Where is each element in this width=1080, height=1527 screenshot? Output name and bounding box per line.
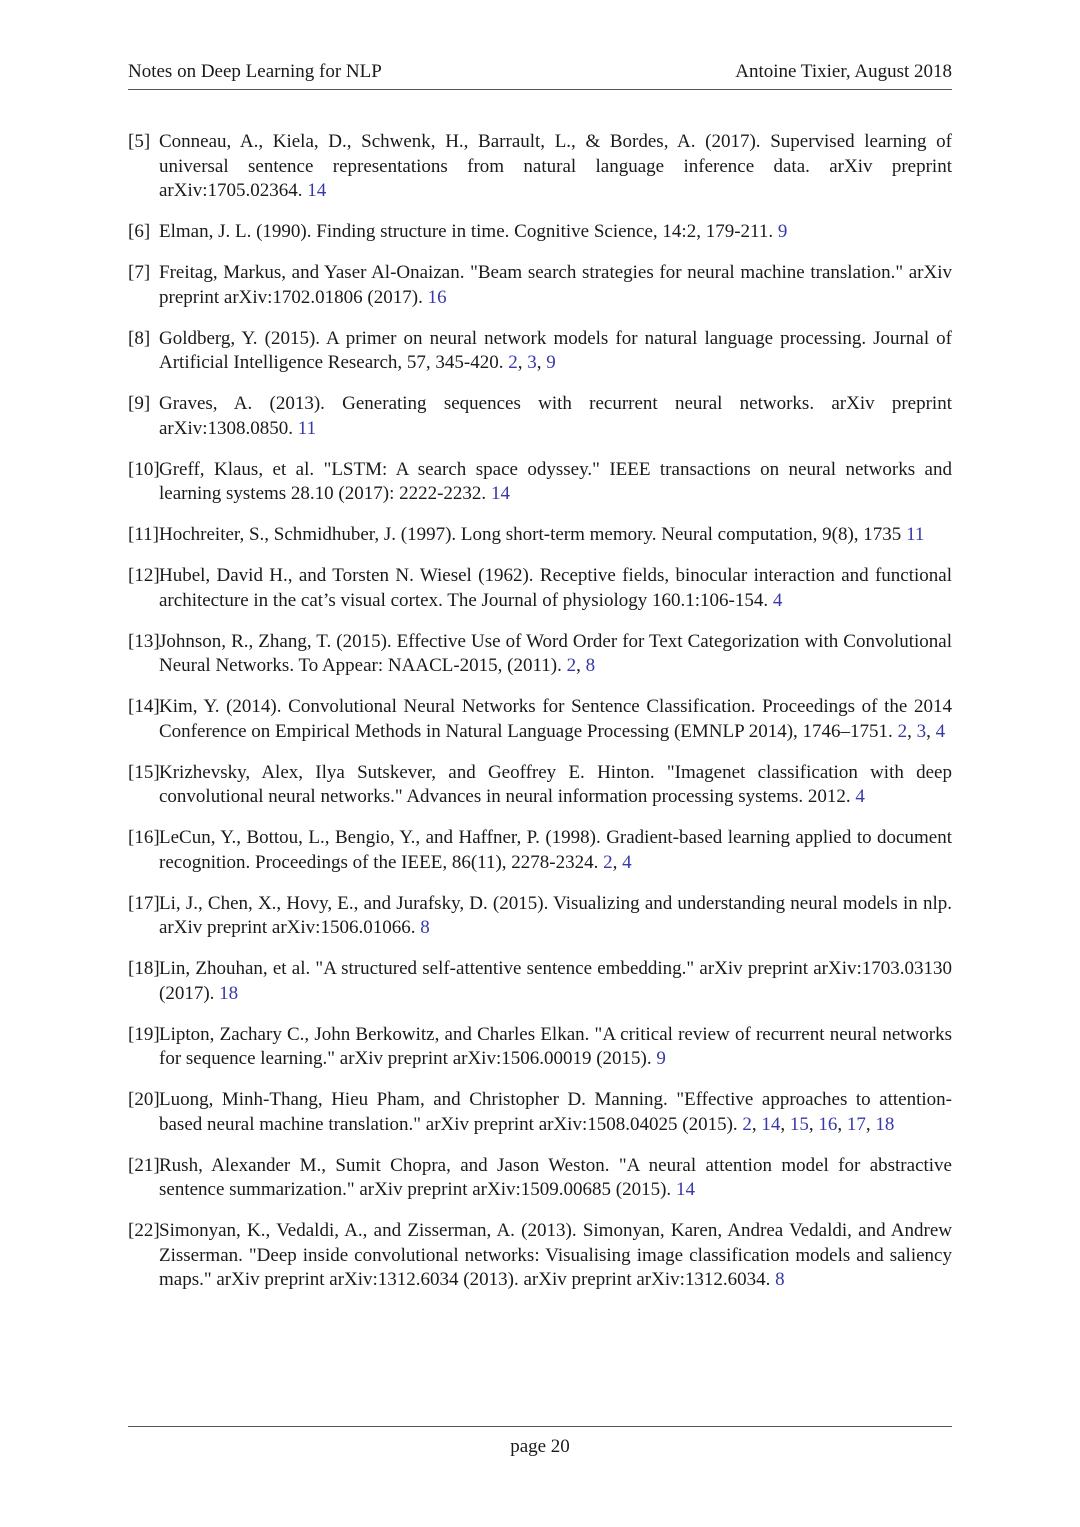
backref-page-link[interactable]: 4 <box>772 589 783 611</box>
reference-text: Hochreiter, S., Schmidhuber, J. (1997). Long short-term memory. Neural computation, 9(8), 1735 <box>159 524 902 545</box>
backref-page-link[interactable]: 8 <box>775 1269 785 1290</box>
reference-entry: [13] Johnson, R., Zhang, T. (2015). Effective Use of Word Order for Text Categorization with Convolutional Neural Networks. To Appear: NAACL-2015, (2011). 2, 8 <box>128 630 952 676</box>
backref-page-link[interactable]: 2 <box>508 352 518 373</box>
backref-page-link[interactable]: 16 <box>818 1113 838 1135</box>
reference-label: [16] <box>128 827 160 848</box>
reference-label: [5] <box>128 131 151 152</box>
backref-page-link[interactable]: 18 <box>219 982 239 1004</box>
reference-text: Krizhevsky, Alex, Ilya Sutskever, and Geoffrey E. Hinton. "Imagenet classification with deep convolutional neural networks." Advances in neural information processing systems. 2012. <box>159 761 952 807</box>
backref-page-link[interactable]: 18 <box>875 1113 895 1135</box>
reference-text: LeCun, Y., Bottou, L., Bengio, Y., and Haffner, P. (1998). Gradient-based learning applied to document recognition. Proceedings of the IEEE, 86(11), 2278-2324. <box>159 827 952 873</box>
reference-text: Graves, A. (2013). Generating sequences with recurrent neural networks. arXiv preprint arXiv:1308.0850. <box>159 393 952 439</box>
backref-page-link[interactable]: 3 <box>916 720 927 742</box>
reference-entry: [14] Kim, Y. (2014). Convolutional Neural Networks for Sentence Classification. Proceedings of the 2014 Conference on Empirical Methods in Natural Language Processing (EMNLP 2014), 1746–1751. 2, 3, 4 <box>128 696 952 742</box>
reference-label: [8] <box>128 327 151 349</box>
reference-text: Lin, Zhouhan, et al. "A structured self-attentive sentence embedding." arXiv preprint arXiv:1703.03130 (2017). <box>159 958 952 1004</box>
reference-entry <box>128 392 952 441</box>
reference-text: Lipton, Zachary C., John Berkowitz, and Charles Elkan. "A critical review of recurrent neural networks for sequence learning." arXiv preprint arXiv:1506.00019 (2015). <box>159 1023 952 1069</box>
backref-page-link[interactable]: 2 <box>897 720 908 742</box>
reference-text: Luong, Minh-Thang, Hieu Pham, and Christopher D. Manning. "Effective approaches to attention-based neural machine translation." arXiv preprint arXiv:1508.04025 (2015). <box>159 1089 952 1135</box>
backref-page-link[interactable]: 4 <box>622 851 632 873</box>
reference-text: Li, J., Chen, X., Hovy, E., and Jurafsky, D. (2015). Visualizing and understanding neural models in nlp. arXiv preprint arXiv:1506.01066. <box>159 892 952 938</box>
page-number: page 20 <box>510 1436 570 1457</box>
backref-page-link[interactable]: 14 <box>490 483 510 504</box>
reference-text: Conneau, A., Kiela, D., Schwenk, H., Barrault, L., & Bordes, A. (2017). Supervised learning of universal sentence representations from natural language inference data. arXiv preprint arXiv:1705.02364. <box>159 131 952 201</box>
reference-entry <box>128 1154 952 1203</box>
running-footer <box>128 1426 952 1459</box>
header-author-date: Antoine Tixier, August 2018 <box>735 61 952 82</box>
reference-entry <box>128 220 952 245</box>
reference-entry: [16] LeCun, Y., Bottou, L., Bengio, Y., and Haffner, P. (1998). Gradient-based learning applied to document recognition. Proceedings of the IEEE, 86(11), 2278-2324. 2, 4 <box>128 827 952 873</box>
reference-entry <box>128 957 952 1006</box>
reference-label: [20] <box>128 1089 160 1110</box>
reference-label: [14] <box>128 696 160 717</box>
backref-page-link[interactable]: 11 <box>297 417 317 439</box>
reference-entry: [20] Luong, Minh-Thang, Hieu Pham, and Christopher D. Manning. "Effective approaches to attention-based neural machine translation." arXiv preprint arXiv:1508.04025 (2015). 2, 14, 15, 16, 17, 18 <box>128 1089 952 1135</box>
backref-page-link[interactable]: 2 <box>566 655 577 676</box>
backref-page-link[interactable]: 14 <box>761 1113 781 1135</box>
backref-page-link[interactable]: 17 <box>846 1113 866 1135</box>
backref-page-link[interactable]: 2 <box>603 851 613 873</box>
backref-page-link[interactable]: 11 <box>906 524 925 545</box>
backref-page-link[interactable]: 4 <box>855 786 865 807</box>
reference-entry <box>128 130 952 204</box>
reference-entry <box>128 458 952 507</box>
backref-page-link[interactable]: 14 <box>307 180 327 201</box>
reference-label: [19] <box>128 1023 160 1045</box>
header-title: Notes on Deep Learning for NLP <box>128 61 382 82</box>
backref-page-link[interactable]: 16 <box>427 286 447 308</box>
reference-entry <box>128 523 952 548</box>
backref-page-link[interactable]: 8 <box>420 917 430 938</box>
reference-text: Goldberg, Y. (2015). A primer on neural network models for natural language processing. Journal of Artificial Intelligence Research, 57, 345-420. <box>159 327 952 373</box>
backref-page-link[interactable]: 8 <box>585 655 596 676</box>
backref-page-link[interactable]: 15 <box>789 1113 809 1135</box>
bibliography-list <box>128 130 952 1309</box>
backref-page-link[interactable]: 2 <box>742 1113 752 1135</box>
backref-page-link[interactable]: 9 <box>777 221 788 242</box>
reference-label: [9] <box>128 393 151 414</box>
running-header <box>128 60 952 90</box>
reference-label: [12] <box>128 565 160 586</box>
reference-entry <box>128 564 952 613</box>
reference-label: [17] <box>128 892 160 914</box>
reference-label: [13] <box>128 630 160 652</box>
backref-page-link[interactable]: 4 <box>935 720 946 742</box>
reference-label: [7] <box>128 262 151 283</box>
backref-page-link[interactable]: 9 <box>656 1048 666 1069</box>
reference-entry <box>128 1219 952 1293</box>
reference-label: [10] <box>128 458 160 480</box>
reference-text: Johnson, R., Zhang, T. (2015). Effective Use of Word Order for Text Categorization with Convolutional Neural Networks. To Appear: NAACL-2015, (2011). <box>159 630 952 676</box>
backref-page-link[interactable]: 3 <box>527 352 537 373</box>
backref-page-link[interactable]: 14 <box>675 1179 695 1200</box>
reference-text: Greff, Klaus, et al. "LSTM: A search space odyssey." IEEE transactions on neural networks and learning systems 28.10 (2017): 2222-2232. <box>159 458 952 504</box>
reference-label: [18] <box>128 958 160 979</box>
reference-label: [6] <box>128 221 151 242</box>
reference-entry <box>128 761 952 810</box>
reference-text: Hubel, David H., and Torsten N. Wiesel (1962). Receptive fields, binocular interaction and functional architecture in the cat’s visual cortex. The Journal of physiology 160.1:106-154. <box>159 565 952 611</box>
reference-entry <box>128 261 952 310</box>
reference-text: Elman, J. L. (1990). Finding structure in time. Cognitive Science, 14:2, 179-211. <box>159 221 774 242</box>
reference-label: [21] <box>128 1154 160 1176</box>
reference-entry <box>128 1023 952 1072</box>
reference-text: Kim, Y. (2014). Convolutional Neural Networks for Sentence Classification. Proceedings of the 2014 Conference on Empirical Methods in Natural Language Processing (EMNLP 2014), 1746–1751. <box>159 696 952 742</box>
reference-label: [11] <box>128 524 159 545</box>
reference-label: [15] <box>128 761 160 783</box>
reference-text: Freitag, Markus, and Yaser Al-Onaizan. "Beam search strategies for neural machine translation." arXiv preprint arXiv:1702.01806 (2017). <box>159 262 952 308</box>
backref-page-link[interactable]: 9 <box>546 352 556 373</box>
reference-entry <box>128 892 952 941</box>
reference-text: Simonyan, K., Vedaldi, A., and Zisserman, A. (2013). Simonyan, Karen, Andrea Vedaldi, and Andrew Zisserman. "Deep inside convolutional networks: Visualising image classification models and saliency maps." arXiv preprint arXiv:1312.6034 (2013). arXiv preprint arXiv:1312.6034. <box>159 1220 952 1290</box>
reference-text: Rush, Alexander M., Sumit Chopra, and Jason Weston. "A neural attention model for abstractive sentence summarization." arXiv preprint arXiv:1509.00685 (2015). <box>159 1154 952 1200</box>
reference-entry: [8] Goldberg, Y. (2015). A primer on neural network models for natural language processing. Journal of Artificial Intelligence Research, 57, 345-420. 2, 3, 9 <box>128 327 952 373</box>
reference-label: [22] <box>128 1220 160 1241</box>
